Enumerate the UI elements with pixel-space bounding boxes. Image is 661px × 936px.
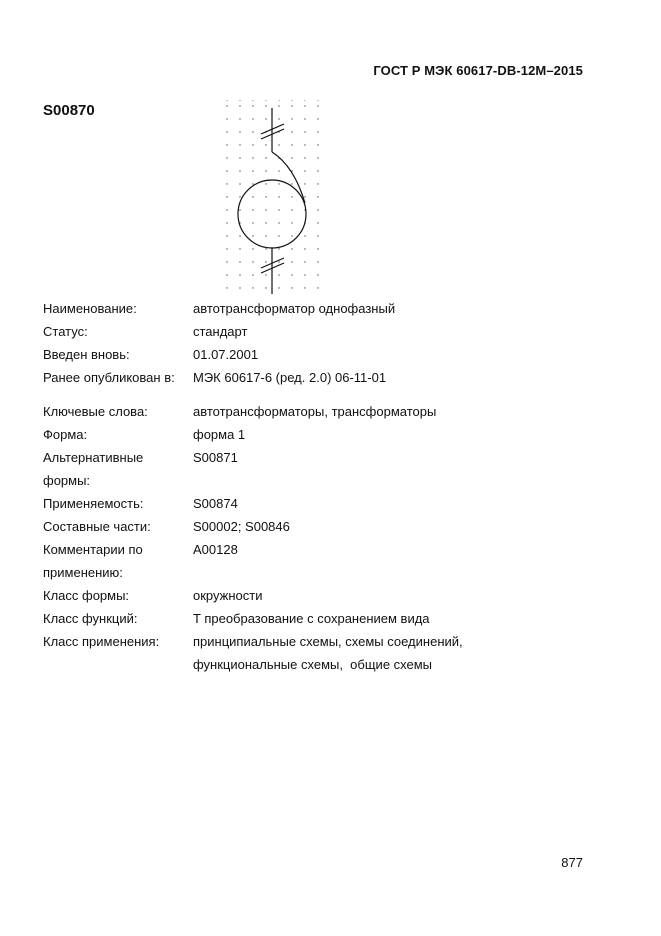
field-label: Класс формы: [43, 588, 130, 603]
field-value: стандарт [193, 324, 248, 339]
field-row-keywords [43, 400, 583, 423]
field-label: Статус: [43, 324, 88, 339]
field-row-components [43, 515, 583, 538]
field-value: S00002; S00846 [193, 519, 290, 534]
field-value: форма 1 [193, 427, 246, 442]
winding-circle [238, 180, 306, 248]
field-row-introduced [43, 343, 583, 366]
field-value: автотрансформатор однофазный [193, 301, 396, 316]
field-label: Применяемость: [43, 496, 144, 511]
field-row-application-notes-cont [43, 561, 583, 584]
field-label: применению: [43, 565, 123, 580]
field-row-alternative-forms-cont [43, 469, 583, 492]
field-label: Составные части: [43, 519, 151, 534]
field-label: Комментарии по [43, 542, 143, 557]
field-row-previously-published [43, 366, 583, 389]
field-label: Класс применения: [43, 634, 160, 649]
field-value: A00128 [193, 542, 238, 557]
symbol-code: S00870 [43, 102, 95, 119]
field-value: окружности [193, 588, 263, 603]
standard-header: ГОСТ Р МЭК 60617-DB-12M–2015 [373, 63, 583, 78]
field-value: T преобразование с сохранением вида [193, 611, 430, 626]
field-label: Наименование: [43, 301, 137, 316]
field-value: МЭК 60617-6 (ред. 2.0) 06-11-01 [193, 370, 387, 385]
field-label: Форма: [43, 427, 88, 442]
field-value: автотрансформаторы, трансформаторы [193, 404, 437, 419]
field-row-form [43, 423, 583, 446]
autotransformer-symbol-figure [220, 100, 330, 295]
field-row-applicability [43, 492, 583, 515]
field-label: формы: [43, 473, 91, 488]
field-label: Введен вновь: [43, 347, 130, 362]
field-row-alternative-forms [43, 446, 583, 469]
field-label: Ключевые слова: [43, 404, 148, 419]
field-row-application-notes [43, 538, 583, 561]
field-label [43, 653, 193, 676]
field-value: функциональные схемы, общие схемы [193, 657, 433, 672]
field-label: Ранее опубликован в: [43, 370, 175, 385]
field-value: S00871 [193, 450, 238, 465]
field-label: Класс функций: [43, 611, 138, 626]
field-label: Альтернативные [43, 450, 144, 465]
field-row-application-class [43, 630, 583, 653]
field-value: S00874 [193, 496, 238, 511]
field-value: принципиальные схемы, схемы соединений, [193, 634, 463, 649]
field-value: 01.07.2001 [193, 347, 259, 362]
field-row-shape-class [43, 584, 583, 607]
page-number: 877 [561, 855, 583, 870]
section-spacer [43, 389, 583, 400]
field-row-name [43, 297, 583, 320]
symbol-attributes [43, 297, 583, 676]
field-row-application-class-cont [43, 653, 583, 676]
field-row-status [43, 320, 583, 343]
field-row-function-class [43, 607, 583, 630]
